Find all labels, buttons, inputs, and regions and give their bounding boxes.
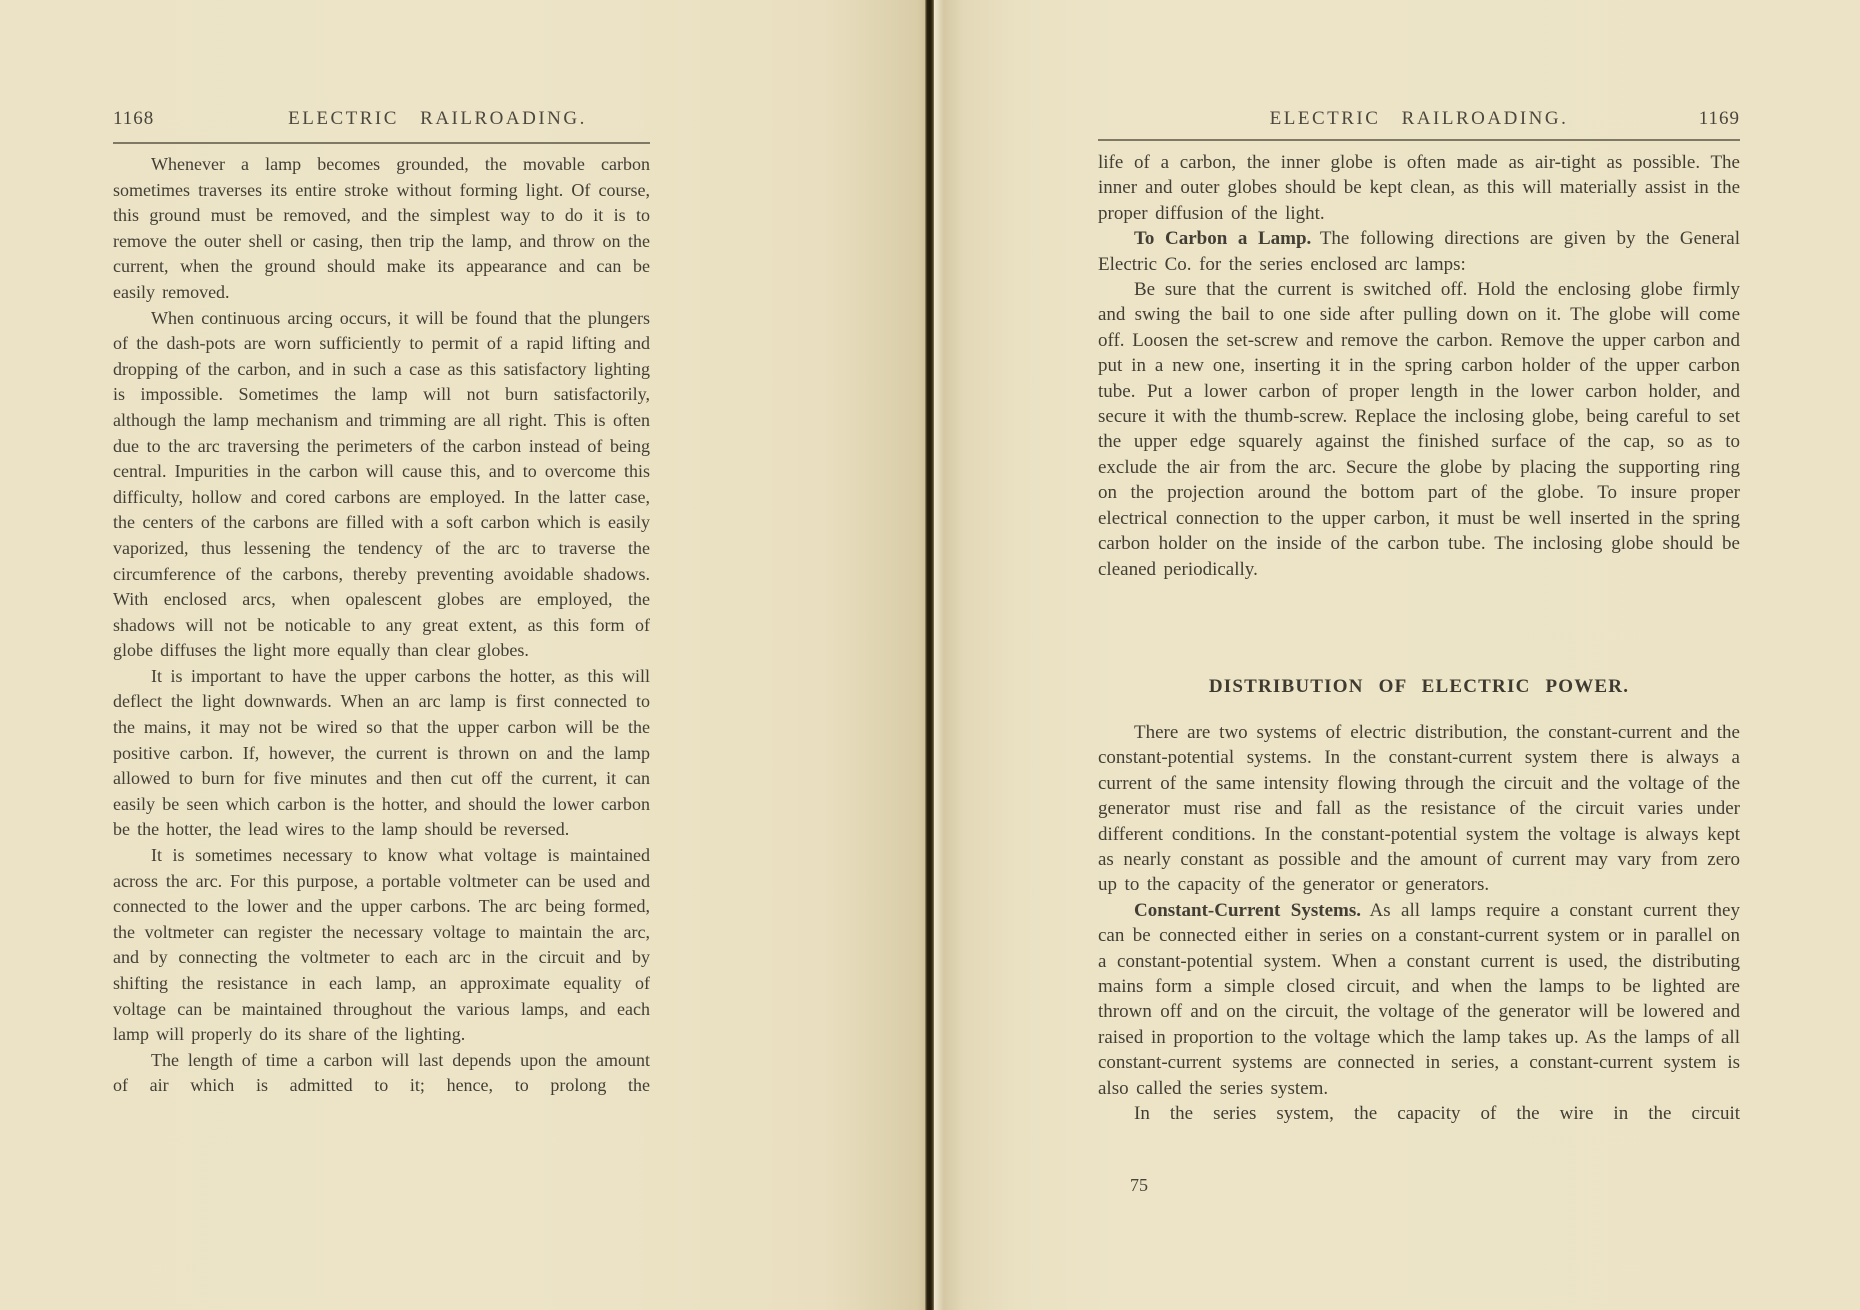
paragraph: Be sure that the current is switched off. Hold the enclosing globe firmly and swing the bail to one side after pulling down on it. The globe will come off. Loosen the set-screw and remove the carbon. Remove the upper carbon and put in a new one, inserting it in the spring carbon holder of the upper carbon tube. Put a lower carbon of proper length in the lower carbon holder, and secure it with the thumb-screw. Replace the inclosing globe, being careful to set the upper edge squarely against the finished surface of the cap, so as to exclude the air from the arc. Secure the globe by placing the supporting ring on the projection around the bottom part of the globe. To insure proper electrical connection to the upper carbon, it must be well inserted in the spring carbon holder on the inside of the carbon tube. The inclosing globe should be cleaned periodically. xyxy=(1098,279,1740,580)
footer-signature-number: 75 xyxy=(1130,1175,1148,1195)
right-running-title: ELECTRIC RAILROADING. xyxy=(1269,108,1569,129)
paragraph-text: The following directions are given by the General Electric Co. for the series enclosed arc lamps: xyxy=(1098,228,1740,275)
paragraph: When continuous arcing occurs, it will be found that the plungers of the dash-pots are worn sufficiently to permit of a rapid lifting and dropping of the carbon, and in such a case as this satisfactory lighting is impossible. Sometimes the lamp will not burn satisfactorily, although the lamp mechanism and trimming are all right. This is often due to the arc traversing the perimeters of the carbon instead of being central. Impurities in the carbon will cause this, and to overcome this difficulty, hollow and cored carbons are employed. In the latter case, the centers of the carbons are filled with a soft carbon which is easily vaporized, thus lessening the tendency of the arc to traverse the circumference of the carbons, thereby preventing avoidable shadows. With enclosed arcs, when opalescent globes are employed, the shadows will not be noticable to any great extent, as this form of globe diffuses the light more equally than clear globes. xyxy=(113,307,650,661)
paragraph: life of a carbon, the inner globe is often made as air-tight as possible. The inner and outer globes should be kept clean, as this will materially assist in the proper diffusion of the light. xyxy=(1098,152,1740,224)
paragraph-lead: Constant-Current Systems. xyxy=(1134,899,1361,921)
paragraph xyxy=(1098,898,1740,1101)
right-page-number: 1169 xyxy=(1698,108,1740,129)
right-page-header xyxy=(1098,108,1740,134)
book-gutter xyxy=(925,0,934,1310)
right-text-column-bottom xyxy=(1098,720,1740,1127)
paragraph: There are two systems of electric distribution, the constant-current and the constant-potential systems. In the constant-current system there is always a current of the same intensity flowing through the circuit and the voltage of the generator must rise and fall as the resistance of the circuit varies under different conditions. In the constant-potential system the voltage is always kept as nearly constant as possible and the amount of current may vary from zero up to the capacity of the generator or generators. xyxy=(1098,722,1740,896)
paragraph: Whenever a lamp becomes grounded, the movable carbon sometimes traverses its entire stroke without forming light. Of course, this ground must be removed, and the simplest way to do it is to remove the outer shell or casing, then trip the lamp, and throw on the current, when the ground should make its appearance and can be easily removed. xyxy=(113,154,650,302)
paragraph: It is sometimes necessary to know what voltage is maintained across the arc. For this purpose, a portable voltmeter can be used and connected to the lower and the upper carbons. The arc being formed, the voltmeter can register the necessary voltage to maintain the arc, and by connecting the voltmeter to each arc in the circuit and by shifting the resistance in each lamp, an approximate equality of voltage can be maintained throughout the various lamps, and each lamp will properly do its share of the lighting. xyxy=(113,845,650,1045)
right-text-column-top xyxy=(1098,150,1740,582)
paragraph: In the series system, the capacity of the wire in the circuit xyxy=(1134,1103,1740,1125)
section-heading: DISTRIBUTION OF ELECTRIC POWER. xyxy=(1208,676,1630,697)
left-page-number: 1168 xyxy=(113,108,155,129)
left-running-title: ELECTRIC RAILROADING. xyxy=(288,108,587,129)
left-text-column xyxy=(113,152,650,1099)
paragraph-text: As all lamps require a constant current they can be connected either in series on a constant-current system or in parallel on a constant-potential system. When a constant current is used, the distributing mains form a simple closed circuit, and when the lamps to be lighted are thrown off and on the circuit, the voltage of the generator will be lowered and raised in proportion to the voltage which the lamp takes up. As the lamps of all constant-current systems are connected in series, a constant-current system is also called the series system. xyxy=(1098,899,1740,1099)
left-page-header xyxy=(113,108,650,134)
left-header-rule xyxy=(113,142,650,144)
book-gutter-edge xyxy=(934,0,944,1310)
paragraph-lead: To Carbon a Lamp. xyxy=(1134,228,1312,250)
paragraph: It is important to have the upper carbons the hotter, as this will deflect the light downwards. When an arc lamp is first connected to the mains, it may not be wired so that the upper carbon will be the positive carbon. If, however, the current is thrown on and the lamp allowed to burn for five minutes and then cut off the current, it can easily be seen which carbon is the hotter, and should the lower carbon be the hotter, the lead wires to the lamp should be reversed. xyxy=(113,665,650,840)
paragraph: The length of time a carbon will last depends upon the amount of air which is admitted to it; hence, to prolong the xyxy=(113,1049,650,1096)
paragraph xyxy=(1098,226,1740,277)
right-header-rule xyxy=(1098,139,1740,141)
